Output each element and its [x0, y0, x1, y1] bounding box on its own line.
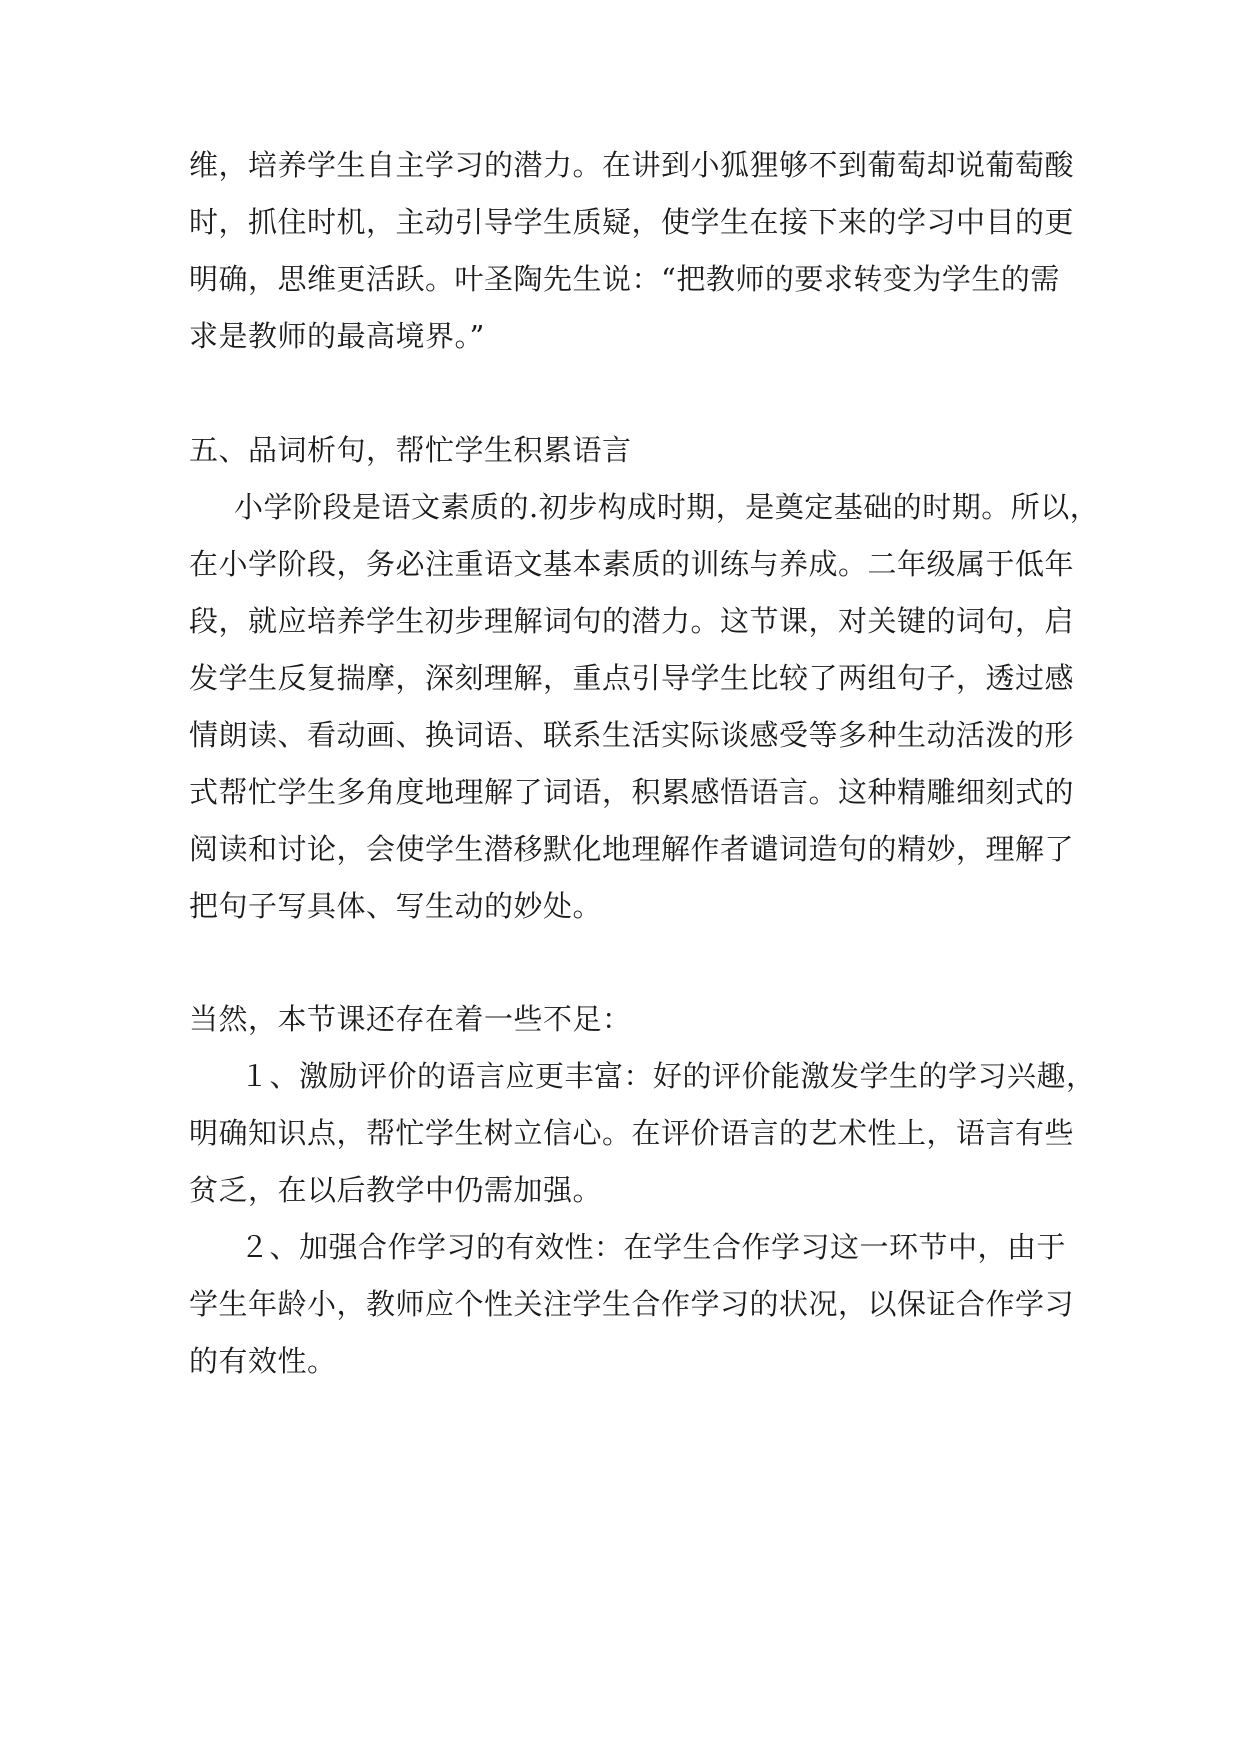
shortcomings-intro: 当然，本节课还存在着一些不足：: [189, 1002, 632, 1036]
paragraph-line: 维，培养学生自主学习的潜力。在讲到小狐狸够不到葡萄却说葡萄酸: [189, 148, 1075, 182]
list-item-line: 贫乏，在以后教学中仍需加强。: [189, 1173, 603, 1207]
list-item-line: ２、加强合作学习的有效性：在学生合作学习这一环节中，由于: [240, 1230, 1067, 1264]
paragraph-line: 阅读和讨论，会使学生潜移默化地理解作者谴词造句的精妙，理解了: [189, 832, 1075, 866]
paragraph-line: 求是教师的最高境界。”: [189, 319, 485, 353]
paragraph-line: 段，就应培养学生初步理解词句的潜力。这节课，对关键的词句，启: [189, 604, 1075, 638]
paragraph-line: 小学阶段是语文素质的.初步构成时期，是奠定基础的时期。所以，: [234, 490, 1100, 524]
paragraph-line: 把句子写具体、写生动的妙处。: [189, 889, 603, 923]
list-item-line: 学生年龄小，教师应个性关注学生合作学习的状况，以保证合作学习: [189, 1287, 1075, 1321]
paragraph-line: 时，抓住时机，主动引导学生质疑，使学生在接下来的学习中目的更: [189, 205, 1075, 239]
list-item-line: １、激励评价的语言应更丰富：好的评价能激发学生的学习兴趣，: [240, 1059, 1096, 1093]
paragraph-line: 在小学阶段，务必注重语文基本素质的训练与养成。二年级属于低年: [189, 547, 1075, 581]
paragraph-line: 式帮忙学生多角度地理解了词语，积累感悟语言。这种精雕细刻式的: [189, 775, 1075, 809]
paragraph-line: 情朗读、看动画、换词语、联系生活实际谈感受等多种生动活泼的形: [189, 718, 1075, 752]
list-item-line: 的有效性。: [189, 1344, 337, 1378]
section-heading: 五、品词析句，帮忙学生积累语言: [189, 433, 632, 467]
paragraph-line: 明确，思维更活跃。叶圣陶先生说：“把教师的要求转变为学生的需: [189, 262, 1060, 296]
list-item-line: 明确知识点，帮忙学生树立信心。在评价语言的艺术性上，语言有些: [189, 1116, 1075, 1150]
paragraph-line: 发学生反复揣摩，深刻理解，重点引导学生比较了两组句子，透过感: [189, 661, 1075, 695]
